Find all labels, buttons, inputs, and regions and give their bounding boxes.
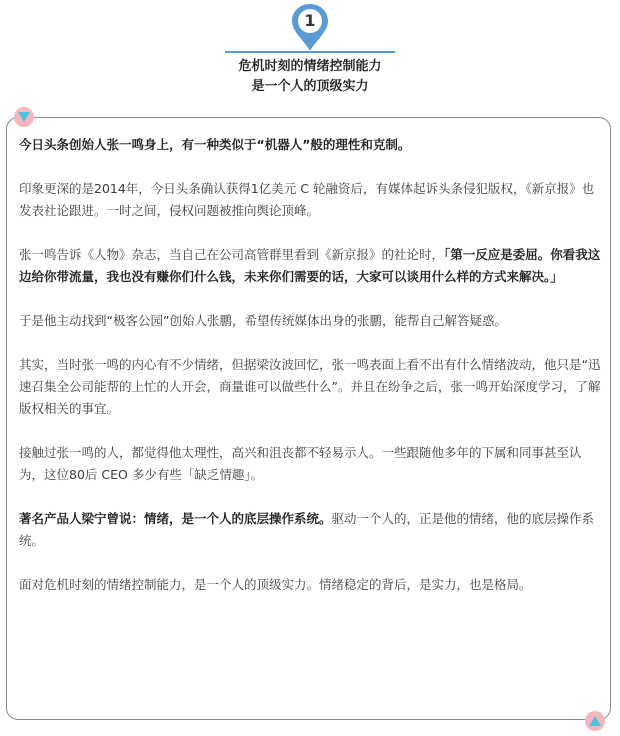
- section-number: 1: [304, 11, 316, 30]
- paragraph-5: 其实，当时张一鸣的内心有不少情绪，但据梁汝波回忆，张一鸣表面上看不出有什么情绪波动，他只是“迅速召集全公司能帮的上忙的人开会，商量谁可以做些什么”。并且在纷争之后，张一鸣开始深度学习，了解版权相关的事宜。: [19, 357, 601, 416]
- paragraph-7-quote: 著名产品人梁宁曾说：情绪，是一个人的底层操作系统。: [19, 511, 332, 526]
- corner-badge-top-left: [14, 107, 34, 127]
- paragraph-1: 今日头条创始人张一鸣身上，有一种类似于“机器人”般的理性和克制。: [19, 137, 411, 152]
- paragraph-3-quote: 「第一反应是委屈。你看我这边给你带流量，我也没有赚你们什么钱，未来你们需要的话，大家可以谈用什么样的方式来解决。」: [19, 247, 601, 284]
- arrow-down-icon: [17, 111, 31, 123]
- number-pin-badge: [290, 2, 330, 54]
- arrow-up-icon: [588, 715, 602, 727]
- paragraph-7-text: 驱动一个人的，正是他的情绪，他的底层操作系统。: [19, 511, 595, 548]
- section-title: [150, 57, 470, 97]
- corner-badge-bottom-right: [585, 711, 605, 731]
- section-title-line-1: 危机时刻的情绪控制能力: [238, 59, 382, 74]
- article-body: [19, 134, 602, 618]
- paragraph-7: [19, 508, 602, 552]
- title-divider: [225, 51, 395, 53]
- paragraph-3: [19, 244, 602, 288]
- paragraph-2: 印象更深的是2014年，今日头条确认获得1亿美元 C 轮融资后，有媒体起诉头条侵犯版权，《新京报》也发表社论跟进。一时之间，侵权问题被推向舆论顶峰。: [19, 181, 595, 218]
- paragraph-8: 面对危机时刻的情绪控制能力，是一个人的顶级实力。情绪稳定的背后，是实力，也是格局。: [19, 577, 532, 592]
- paragraph-6: 接触过张一鸣的人，都觉得他太理性，高兴和沮丧都不轻易示人。一些跟随他多年的下属和同事甚至认为，这位80后 CEO 多少有些「缺乏情趣」。: [19, 445, 582, 482]
- paragraph-4: 于是他主动找到“极客公园”创始人张鹏，希望传统媒体出身的张鹏，能帮自己解答疑惑。: [19, 313, 507, 328]
- paragraph-3-text: 张一鸣告诉《人物》杂志，当自己在公司高管群里看到《新京报》的社论时，: [19, 247, 445, 262]
- section-title-line-2: 是一个人的顶级实力: [251, 79, 369, 94]
